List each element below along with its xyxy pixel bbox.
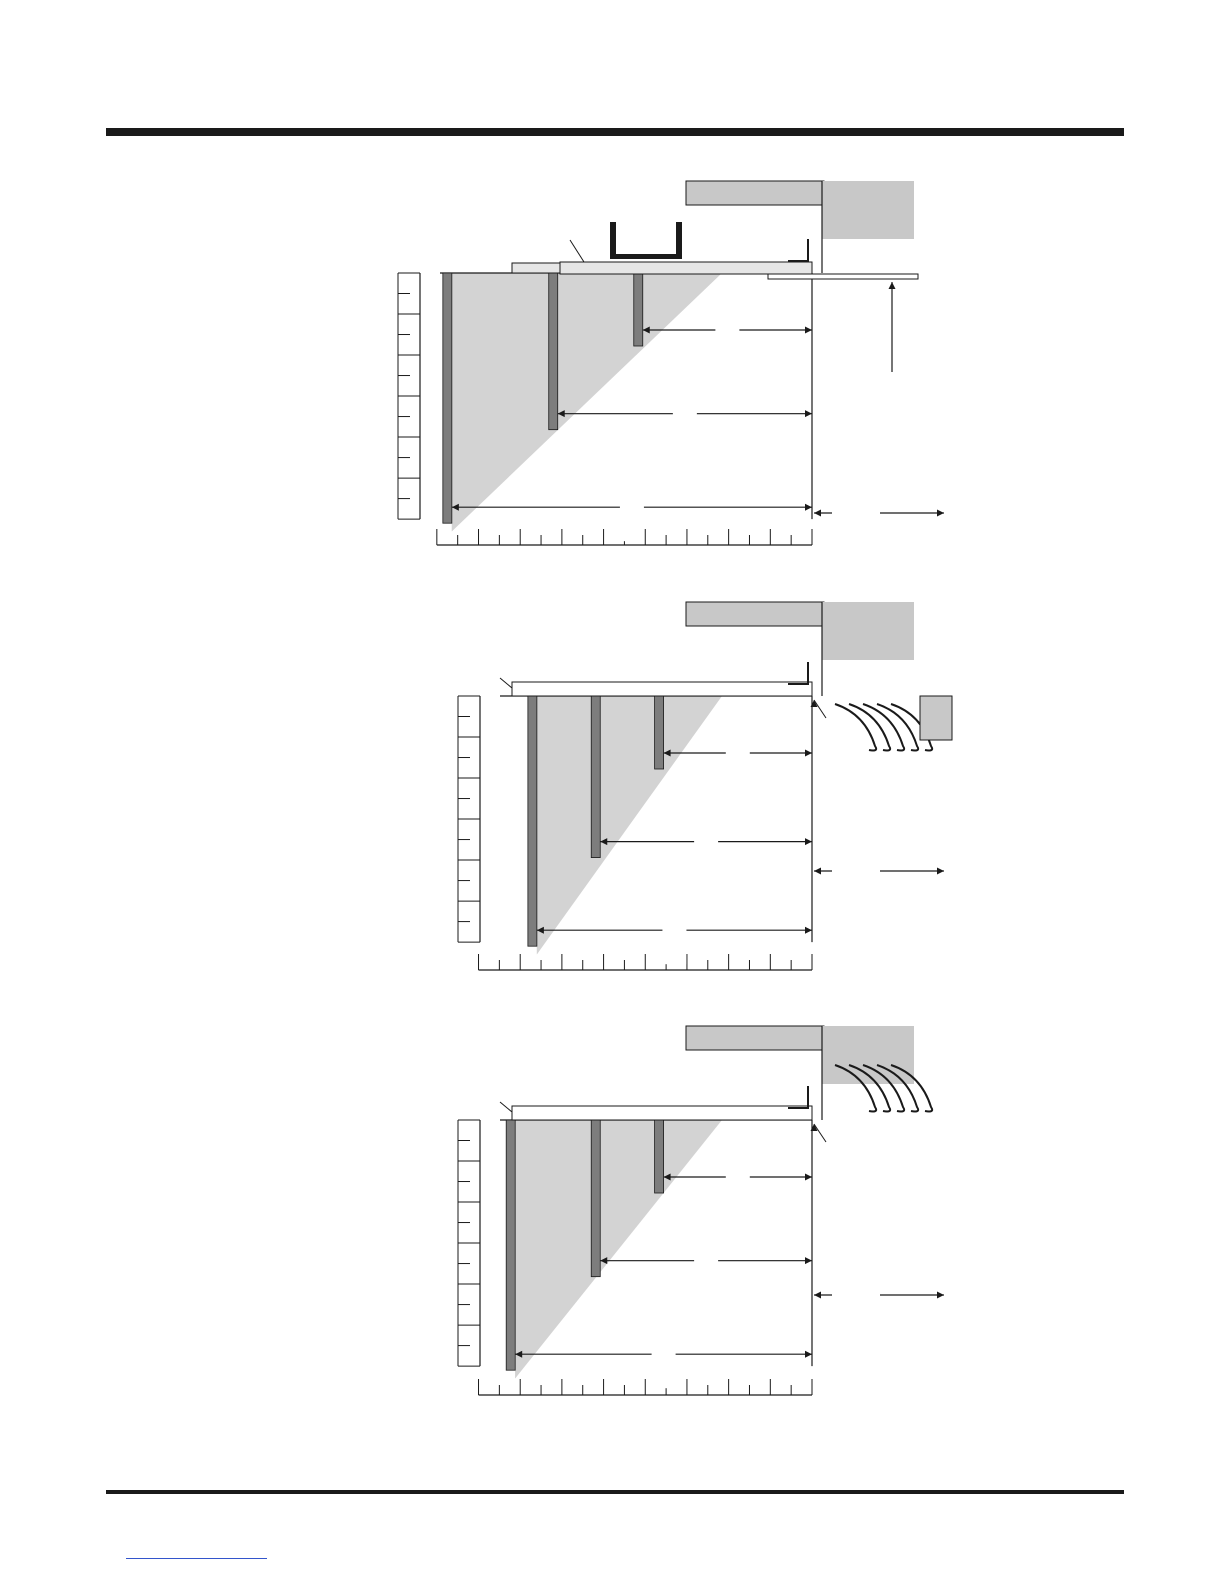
dimension-gap <box>620 473 644 541</box>
arrowhead <box>937 510 944 517</box>
cement-board <box>560 262 812 274</box>
steel-stud-web <box>610 254 682 259</box>
wall-leader <box>500 678 512 688</box>
standoff-box <box>686 181 824 205</box>
unit-body <box>822 181 914 239</box>
arrowhead <box>805 1351 812 1358</box>
floor-gap <box>832 1259 880 1331</box>
dimension-gap <box>694 808 718 876</box>
mantel-bar <box>528 696 537 946</box>
clearance-zone-edge <box>515 1120 722 1378</box>
arrowhead <box>805 927 812 934</box>
standoff-box <box>686 602 824 626</box>
arrowhead <box>937 1292 944 1299</box>
arrowhead <box>805 1174 812 1181</box>
steel-stud-flange <box>610 222 616 258</box>
mantel-bar <box>655 696 664 769</box>
dimension-gap <box>715 296 739 364</box>
diagram-dia1 <box>458 1026 944 1395</box>
dimension-gap <box>726 1143 750 1211</box>
floor-gap <box>832 477 880 549</box>
standoff-box <box>686 1026 824 1050</box>
top-of-unit-leader <box>814 1124 826 1142</box>
dimension-gap <box>694 1227 718 1295</box>
top-of-unit-leader <box>814 700 826 718</box>
heating-coil <box>863 704 904 751</box>
arrowhead <box>814 1292 821 1299</box>
wall-board <box>512 682 812 696</box>
unit-bracket <box>788 239 808 261</box>
board-leader <box>570 240 584 262</box>
arrowhead <box>805 410 812 417</box>
mantel-bar <box>506 1120 515 1370</box>
diagram-dia3 <box>398 181 944 549</box>
heating-coil <box>835 704 876 751</box>
arrowhead <box>805 838 812 845</box>
arrowhead <box>805 504 812 511</box>
arrowhead <box>889 282 896 289</box>
mantel-bar <box>549 273 558 430</box>
dimension-gap <box>726 719 750 787</box>
wall-board <box>512 1106 812 1120</box>
bay-base <box>920 696 952 740</box>
unit-bracket <box>788 662 808 684</box>
dimension-gap <box>652 1320 676 1388</box>
diagram-dia2 <box>458 602 952 970</box>
arrowhead <box>814 868 821 875</box>
arrowhead <box>805 327 812 334</box>
dimension-gap <box>673 380 697 448</box>
dimension-gap <box>662 896 686 964</box>
mantel-bar <box>655 1120 664 1193</box>
mantel-bar <box>591 1120 600 1277</box>
unit-bracket <box>788 1086 808 1108</box>
floor-gap <box>832 835 880 907</box>
heating-coil <box>877 704 918 751</box>
barcelona-front-plate <box>768 274 918 279</box>
mantel-bar <box>634 273 643 346</box>
arrowhead <box>814 510 821 517</box>
arrowhead <box>805 750 812 757</box>
mantel-bar <box>443 273 452 523</box>
steel-stud-flange-2 <box>676 222 682 258</box>
unit-body <box>822 602 914 660</box>
heating-coil <box>849 704 890 751</box>
wall-leader <box>500 1102 512 1112</box>
mantel-bar <box>591 696 600 858</box>
arrowhead <box>805 1257 812 1264</box>
arrowhead <box>937 868 944 875</box>
